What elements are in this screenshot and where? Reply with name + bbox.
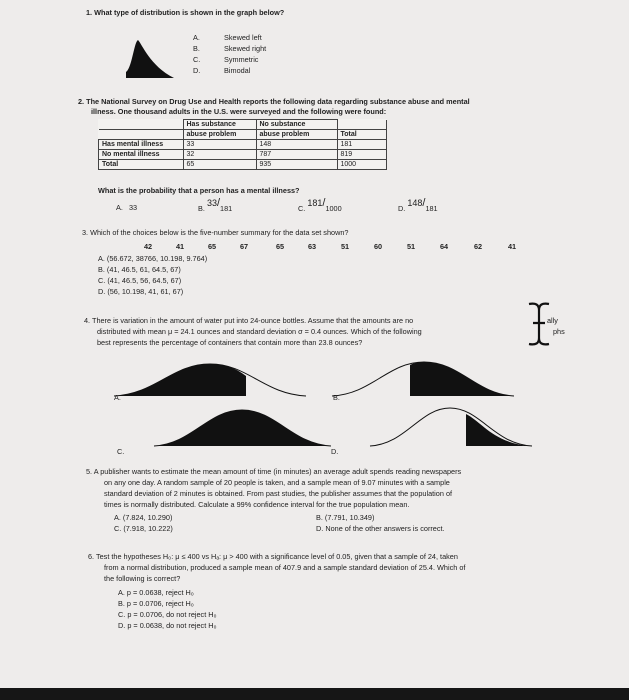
table-row bbox=[99, 160, 387, 170]
q3-data-value: 41 bbox=[176, 242, 185, 251]
q2-table-header-row bbox=[99, 120, 387, 130]
q1-option-a-letter[interactable]: A. bbox=[193, 33, 200, 42]
q2-prompt: What is the probability that a person has a mental illness? bbox=[98, 186, 300, 195]
q2-header-cell bbox=[99, 120, 184, 130]
q2-option-c-numerator: 181 bbox=[307, 198, 323, 208]
q1-option-a-text[interactable]: Skewed left bbox=[224, 33, 262, 42]
q1-option-d-letter[interactable]: D. bbox=[193, 66, 201, 75]
q4-graph-c-shaded bbox=[154, 410, 331, 446]
q1-skewed-shape bbox=[126, 40, 174, 78]
table-cell: 65 bbox=[183, 160, 256, 170]
q1-option-c-text[interactable]: Symmetric bbox=[224, 55, 259, 64]
table-cell: No mental illness bbox=[99, 150, 184, 160]
q3-data-value: 42 bbox=[144, 242, 153, 251]
q4-line2-tail: phs bbox=[553, 327, 565, 336]
q2-header-cell: abuse problem bbox=[183, 130, 256, 140]
q4-graph-b bbox=[328, 358, 518, 398]
q2-header-cell: Has substance bbox=[183, 120, 256, 130]
q2-header-cell bbox=[337, 120, 386, 130]
q3-data-value: 65 bbox=[276, 242, 285, 251]
q3-data-value: 51 bbox=[341, 242, 350, 251]
q5-line4: times is normally distributed. Calculate a 99% confidence interval for the true population mean. bbox=[104, 500, 410, 509]
q4-line1-tail: ally bbox=[547, 316, 558, 325]
q4-label-a[interactable]: A. bbox=[114, 393, 121, 402]
q2-option-c-denominator: 1000 bbox=[325, 204, 342, 213]
q3-option-d[interactable]: D. (56, 10.198, 41, 61, 67) bbox=[98, 287, 184, 296]
q2-option-d-denominator: 181 bbox=[425, 204, 438, 213]
q1-option-c-letter[interactable]: C. bbox=[193, 55, 201, 64]
q5-option-b[interactable]: B. (7.791, 10.349) bbox=[316, 513, 375, 522]
q2-option-c-letter: C. bbox=[298, 204, 306, 213]
q4-graph-a-shaded bbox=[114, 364, 246, 396]
q4-label-b[interactable]: B. bbox=[333, 393, 340, 402]
q2-header-cell bbox=[99, 130, 184, 140]
q2-option-b-denominator: 181 bbox=[220, 204, 233, 213]
q3-option-b[interactable]: B. (41, 46.5, 61, 64.5, 67) bbox=[98, 265, 181, 274]
q4-graph-d bbox=[366, 404, 536, 448]
q6-line3: the following is correct? bbox=[104, 574, 181, 583]
q4-graph-c bbox=[150, 406, 335, 448]
q6-option-c[interactable]: C. p = 0.0706, do not reject H₀ bbox=[118, 610, 217, 619]
q1-option-b-letter[interactable]: B. bbox=[193, 44, 200, 53]
q1-distribution-graph bbox=[120, 38, 182, 80]
q4-graph-a bbox=[110, 360, 310, 398]
q4-line1: 4. There is variation in the amount of water put into 24-ounce bottles. Assume that the amounts are no bbox=[84, 316, 414, 325]
q5-line3: standard deviation of 2 minutes is obtained. From past studies, the publisher assumes that the population of bbox=[104, 489, 453, 498]
q1-question: 1. What type of distribution is shown in the graph below? bbox=[86, 8, 285, 17]
table-cell: 148 bbox=[256, 140, 337, 150]
q2-contingency-table bbox=[98, 119, 387, 170]
q3-data-value: 51 bbox=[407, 242, 416, 251]
table-cell: Total bbox=[99, 160, 184, 170]
photo-background-edge bbox=[0, 688, 629, 700]
q2-option-b-numerator: 33 bbox=[206, 198, 217, 208]
q2-question-line1: 2. The National Survey on Drug Use and Health reports the following data regarding substance abuse and mental bbox=[78, 97, 470, 106]
q3-data-value: 64 bbox=[440, 242, 449, 251]
q2-option-d-letter: D. bbox=[398, 204, 406, 213]
q3-data-value: 65 bbox=[208, 242, 217, 251]
table-row bbox=[99, 150, 387, 160]
q4-graph-d-shaded bbox=[466, 414, 532, 446]
q3-question: 3. Which of the choices below is the five-number summary for the data set shown? bbox=[82, 228, 349, 237]
q2-option-b-letter: B. bbox=[198, 204, 205, 213]
q3-data-value: 41 bbox=[508, 242, 517, 251]
table-cell: 787 bbox=[256, 150, 337, 160]
q1-option-d-text[interactable]: Bimodal bbox=[224, 66, 251, 75]
q4-graph-b-shaded bbox=[410, 362, 514, 396]
table-cell: 819 bbox=[337, 150, 386, 160]
table-cell: 1000 bbox=[337, 160, 386, 170]
q2-option-d-numerator: 148 bbox=[407, 198, 423, 208]
q2-option-d[interactable]: D. 148/181 bbox=[398, 197, 438, 213]
q4-label-c[interactable]: C. bbox=[117, 447, 125, 456]
q6-line1: 6. Test the hypotheses H₀: μ ≤ 400 vs Hₐ: μ > 400 with a significance level of 0.05, given that a sample of 24, taken bbox=[88, 552, 458, 561]
q4-label-d[interactable]: D. bbox=[331, 447, 339, 456]
table-cell: 935 bbox=[256, 160, 337, 170]
table-cell: 33 bbox=[183, 140, 256, 150]
q3-option-c[interactable]: C. (41, 46.5, 56, 64.5, 67) bbox=[98, 276, 182, 285]
text-cursor-icon bbox=[524, 300, 554, 348]
q5-option-c[interactable]: C. (7.918, 10.222) bbox=[114, 524, 173, 533]
q4-line2: distributed with mean μ = 24.1 ounces and standard deviation σ = 0.4 ounces. Which of the following bbox=[97, 327, 422, 336]
q2-option-c[interactable]: C. 181/1000 bbox=[298, 197, 342, 213]
q1-option-b-text[interactable]: Skewed right bbox=[224, 44, 267, 53]
q2-table-header-row bbox=[99, 130, 387, 140]
q3-data-value: 63 bbox=[308, 242, 317, 251]
q4-line3: best represents the percentage of containers that contain more than 23.8 ounces? bbox=[97, 338, 363, 347]
q3-data-value: 60 bbox=[374, 242, 383, 251]
q5-line2: on any one day. A random sample of 20 people is taken, and a sample mean of 9.07 minutes with a sample bbox=[104, 478, 450, 487]
q6-option-a[interactable]: A. p = 0.0638, reject H₀ bbox=[118, 588, 194, 597]
q2-option-a[interactable] bbox=[116, 203, 137, 213]
q5-option-a[interactable]: A. (7.824, 10.290) bbox=[114, 513, 173, 522]
table-row bbox=[99, 140, 387, 150]
q6-option-b[interactable]: B. p = 0.0706, reject H₀ bbox=[118, 599, 194, 608]
q2-header-cell: No substance bbox=[256, 120, 337, 130]
q2-option-a-value: 33 bbox=[129, 203, 138, 212]
q2-header-cell: abuse problem bbox=[256, 130, 337, 140]
q6-option-d[interactable]: D. p = 0.0638, do not reject H₀ bbox=[118, 621, 217, 630]
q2-question-line2: illness. One thousand adults in the U.S. were surveyed and the following were found: bbox=[91, 107, 387, 116]
q5-line1: 5. A publisher wants to estimate the mean amount of time (in minutes) an average adult spends reading newspapers bbox=[86, 467, 462, 476]
q5-option-d[interactable]: D. None of the other answers is correct. bbox=[316, 524, 445, 533]
q3-data-value: 67 bbox=[240, 242, 249, 251]
q6-line2: from a normal distribution, produced a sample mean of 407.9 and a sample standard deviation of 25.4. Which of bbox=[104, 563, 466, 572]
q3-option-a[interactable]: A. (56.672, 38766, 10.198, 9.764) bbox=[98, 254, 208, 263]
q3-data-value: 62 bbox=[474, 242, 483, 251]
table-cell: 181 bbox=[337, 140, 386, 150]
table-cell: Has mental illness bbox=[99, 140, 184, 150]
q2-option-b[interactable]: B. 33/181 bbox=[198, 197, 233, 213]
q2-header-cell: Total bbox=[337, 130, 386, 140]
q2-option-a-letter: A. bbox=[116, 203, 123, 212]
table-cell: 32 bbox=[183, 150, 256, 160]
